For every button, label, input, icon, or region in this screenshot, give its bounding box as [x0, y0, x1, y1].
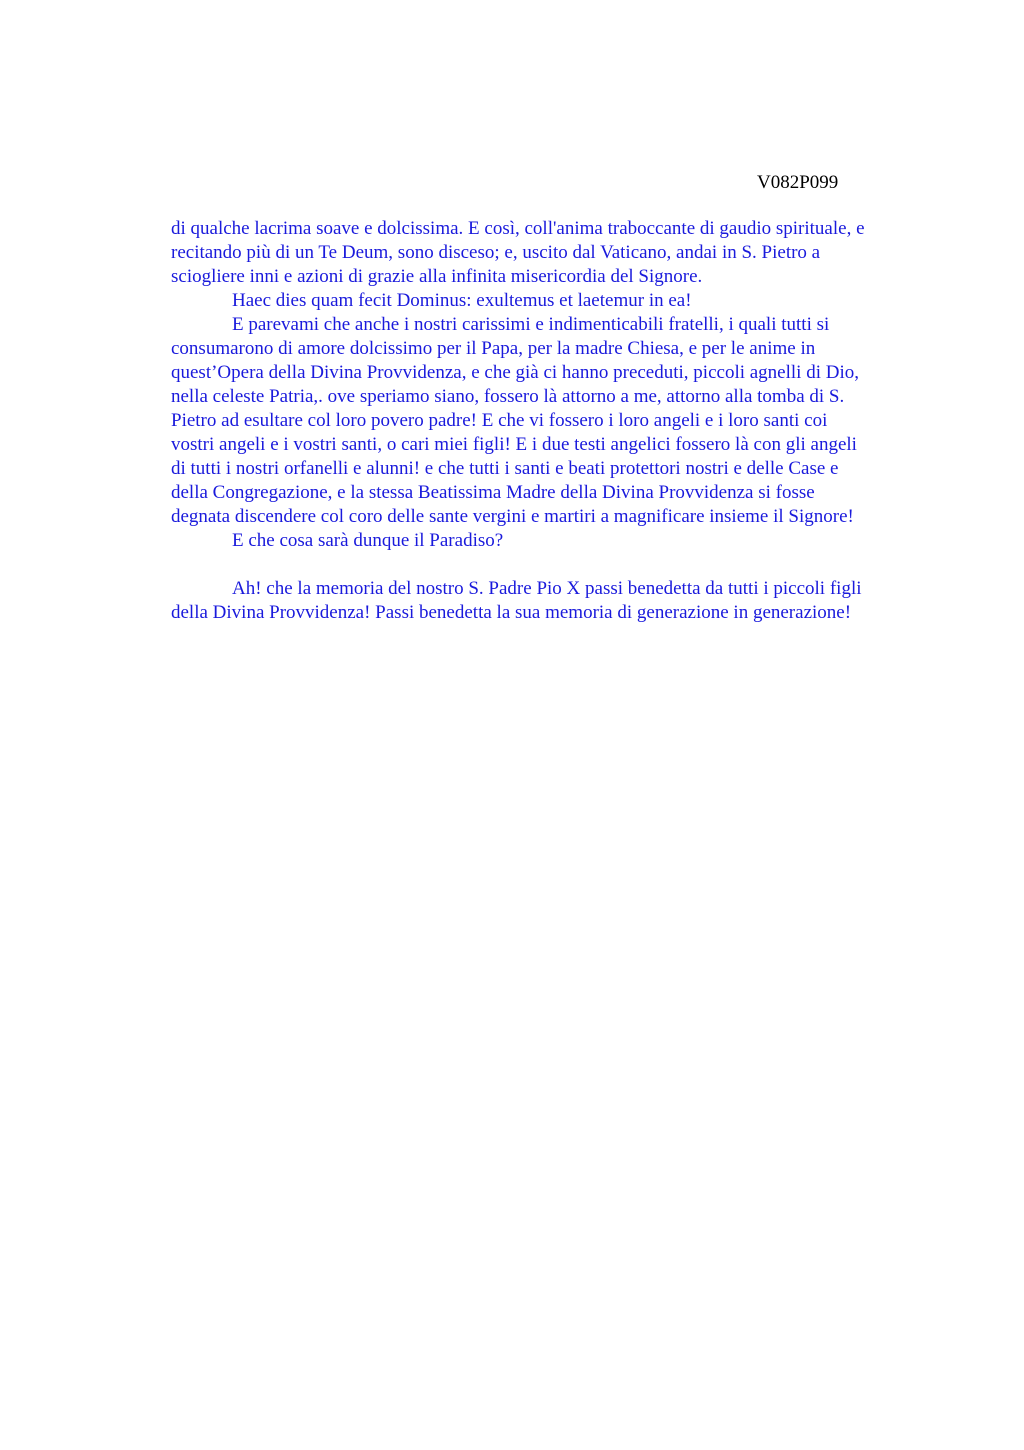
text-line: di qualche lacrima soave e dolcissima. E così, coll'anima traboccante di gaudio spirituale, e — [171, 218, 865, 239]
text-line: E che cosa sarà dunque il Paradiso? — [232, 530, 504, 551]
text-line: degnata discendere col coro delle sante vergini e martiri a magnificare insieme il Signore! — [171, 506, 854, 527]
paragraph-gap — [171, 553, 931, 577]
text-line: vostri angeli e i vostri santi, o cari miei figli! E i due testi angelici fossero là con gli angeli — [171, 434, 857, 455]
body-text — [171, 217, 931, 625]
text-line: della Divina Provvidenza! Passi benedetta la sua memoria di generazione in generazione! — [171, 602, 852, 623]
text-line: nella celeste Patria,. ove speriamo siano, fossero là attorno a me, attorno alla tomba di S. — [171, 386, 845, 407]
text-line: quest’Opera della Divina Provvidenza, e che già ci hanno preceduti, piccoli agnelli di Dio, — [171, 362, 859, 383]
text-line: sciogliere inni e azioni di grazie alla infinita misericordia del Signore. — [171, 266, 703, 287]
text-line: Ah! che la memoria del nostro S. Padre Pio X passi benedetta da tutti i piccoli figli — [232, 578, 862, 599]
text-line: di tutti i nostri orfanelli e alunni! e che tutti i santi e beati protettori nostri e delle Case e — [171, 458, 839, 479]
latin-quote-line: Haec dies quam fecit Dominus: exultemus et laetemur in ea! — [232, 290, 692, 311]
text-line: Pietro ad esultare col loro povero padre! E che vi fossero i loro angeli e i loro santi coi — [171, 410, 828, 431]
text-line: consumarono di amore dolcissimo per il Papa, per la madre Chiesa, e per le anime in — [171, 338, 816, 359]
page-code: V082P099 — [757, 172, 839, 193]
text-line: della Congregazione, e la stessa Beatissima Madre della Divina Provvidenza si fosse — [171, 482, 815, 503]
text-line: E parevami che anche i nostri carissimi e indimenticabili fratelli, i quali tutti si — [232, 314, 830, 335]
text-line: recitando più di un Te Deum, sono disceso; e, uscito dal Vaticano, andai in S. Pietro a — [171, 242, 821, 263]
